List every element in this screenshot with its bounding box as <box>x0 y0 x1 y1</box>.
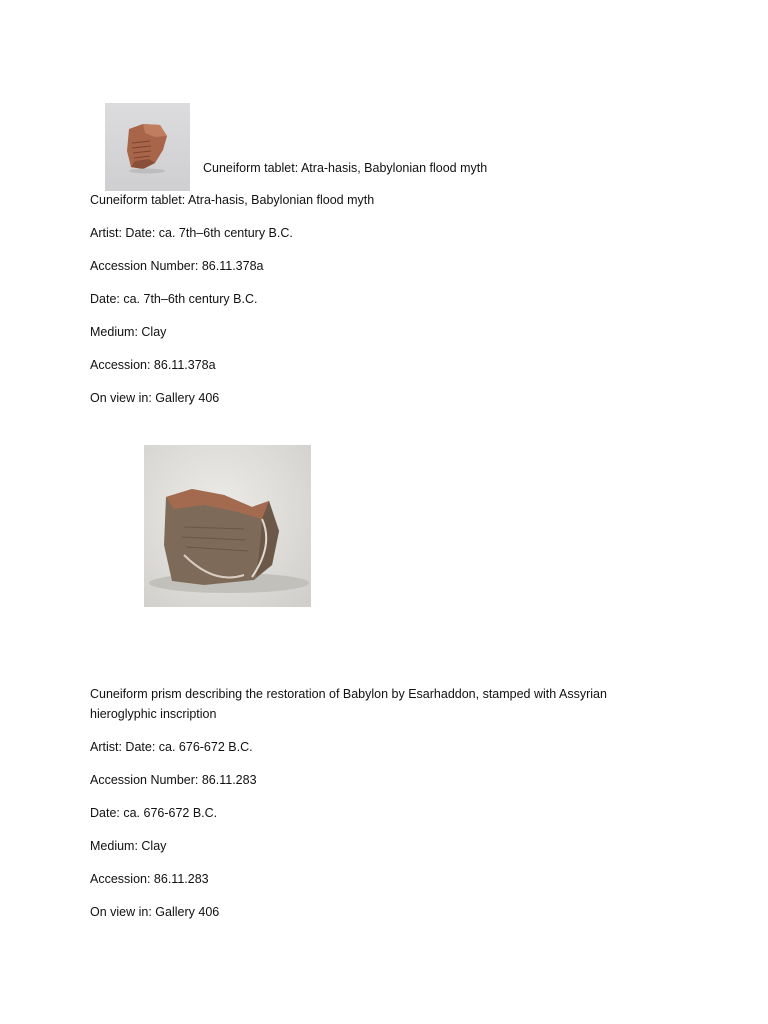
prism-fragment-illustration <box>144 445 311 607</box>
prism-title: Cuneiform prism describing the restoration of Babylon by Esarhaddon, stamped with Assyrian hieroglyphic inscription <box>90 687 607 721</box>
prism-image <box>144 445 311 607</box>
prism-date: Date: ca. 676-672 B.C. <box>90 806 218 820</box>
tablet-title: Cuneiform tablet: Atra-hasis, Babylonian flood myth <box>90 193 375 207</box>
tablet-artist: Artist: Date: ca. 7th–6th century B.C. <box>90 226 293 240</box>
prism-on-view: On view in: Gallery 406 <box>90 905 220 919</box>
tablet-fragment-illustration <box>105 103 190 191</box>
prism-accession: Accession: 86.11.283 <box>90 872 209 886</box>
tablet-accession: Accession: 86.11.378a <box>90 358 216 372</box>
prism-medium: Medium: Clay <box>90 839 167 853</box>
tablet-accession-number: Accession Number: 86.11.378a <box>90 259 264 273</box>
tablet-date: Date: ca. 7th–6th century B.C. <box>90 292 258 306</box>
tablet-thumbnail-image <box>105 103 190 191</box>
prism-artist: Artist: Date: ca. 676-672 B.C. <box>90 740 253 754</box>
tablet-medium: Medium: Clay <box>90 325 167 339</box>
prism-accession-number: Accession Number: 86.11.283 <box>90 773 257 787</box>
tablet-image-caption: Cuneiform tablet: Atra-hasis, Babylonian flood myth <box>203 161 488 175</box>
tablet-on-view: On view in: Gallery 406 <box>90 391 220 405</box>
